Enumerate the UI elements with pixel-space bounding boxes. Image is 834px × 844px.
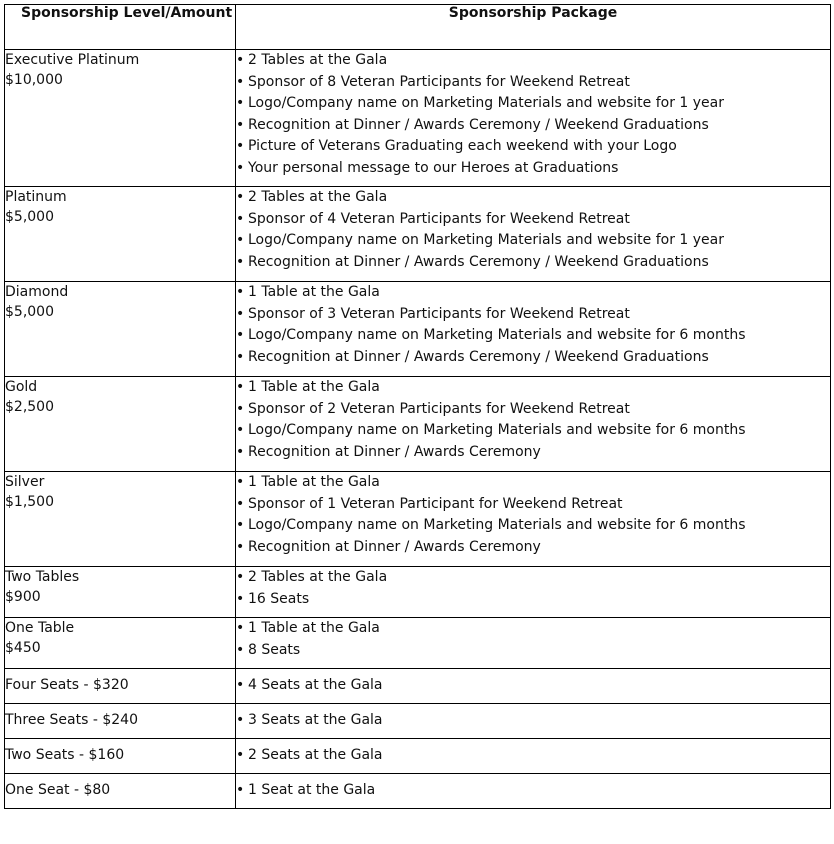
level-name: Two Tables (5, 569, 80, 585)
package-item: • Recognition at Dinner / Awards Ceremony / Weekend Graduations (236, 252, 830, 274)
level-amount: $900 (5, 589, 41, 605)
package-cell (236, 50, 831, 187)
level-amount: $10,000 (5, 72, 63, 88)
level-cell (5, 282, 236, 377)
level-cell (5, 739, 236, 774)
package-cell (236, 377, 831, 472)
package-item: • 1 Table at the Gala (236, 282, 830, 304)
table-row (5, 187, 831, 282)
level-name: Gold (5, 379, 38, 395)
level-cell (5, 567, 236, 618)
table-row (5, 50, 831, 187)
package-column-header: Sponsorship Package (236, 5, 831, 50)
package-item: • Recognition at Dinner / Awards Ceremony / Weekend Graduations (236, 115, 830, 137)
package-item: • Logo/Company name on Marketing Materials and website for 1 year (236, 230, 830, 252)
package-item: • Recognition at Dinner / Awards Ceremony (236, 442, 830, 464)
table-row (5, 774, 831, 809)
table-row (5, 472, 831, 567)
sponsorship-table (4, 4, 831, 809)
package-cell (236, 704, 831, 739)
level-amount: $2,500 (5, 399, 54, 415)
level-cell (5, 774, 236, 809)
package-item: • Logo/Company name on Marketing Materials and website for 1 year (236, 93, 830, 115)
package-item: • Logo/Company name on Marketing Materials and website for 6 months (236, 325, 830, 347)
package-cell (236, 187, 831, 282)
level-name: One Seat - $80 (5, 782, 111, 798)
package-cell (236, 774, 831, 809)
table-row (5, 669, 831, 704)
table-row (5, 377, 831, 472)
table-row (5, 618, 831, 669)
level-cell (5, 187, 236, 282)
level-cell (5, 704, 236, 739)
package-item: • 2 Tables at the Gala (236, 567, 830, 589)
package-item: • Sponsor of 4 Veteran Participants for Weekend Retreat (236, 209, 830, 231)
table-row (5, 739, 831, 774)
package-item: • Logo/Company name on Marketing Materials and website for 6 months (236, 420, 830, 442)
level-name: Four Seats - $320 (5, 677, 129, 693)
package-item: • 1 Table at the Gala (236, 472, 830, 494)
level-cell (5, 472, 236, 567)
package-item: • 2 Seats at the Gala (236, 745, 830, 767)
package-item: • Sponsor of 8 Veteran Participants for Weekend Retreat (236, 72, 830, 94)
package-item: • 4 Seats at the Gala (236, 675, 830, 697)
level-name: Silver (5, 474, 45, 490)
package-item: • 2 Tables at the Gala (236, 50, 830, 72)
table-row (5, 567, 831, 618)
level-name: Diamond (5, 284, 69, 300)
level-amount: $5,000 (5, 209, 54, 225)
package-item: • Logo/Company name on Marketing Materials and website for 6 months (236, 515, 830, 537)
table-row (5, 282, 831, 377)
package-cell (236, 739, 831, 774)
package-cell (236, 282, 831, 377)
package-item: • Recognition at Dinner / Awards Ceremony / Weekend Graduations (236, 347, 830, 369)
level-cell (5, 669, 236, 704)
level-column-header: Sponsorship Level/Amount (5, 5, 236, 50)
package-item: • 1 Seat at the Gala (236, 780, 830, 802)
package-cell (236, 669, 831, 704)
package-item: • 1 Table at the Gala (236, 377, 830, 399)
package-item: • Sponsor of 1 Veteran Participant for Weekend Retreat (236, 494, 830, 516)
package-item: • 8 Seats (236, 640, 830, 662)
level-amount: $1,500 (5, 494, 54, 510)
package-item: • Sponsor of 2 Veteran Participants for Weekend Retreat (236, 399, 830, 421)
package-item: • 1 Table at the Gala (236, 618, 830, 640)
level-name: Platinum (5, 189, 67, 205)
level-name: Three Seats - $240 (5, 712, 138, 728)
level-name: Executive Platinum (5, 52, 140, 68)
level-name: Two Seats - $160 (5, 747, 125, 763)
level-cell (5, 50, 236, 187)
package-item: • 3 Seats at the Gala (236, 710, 830, 732)
level-cell (5, 377, 236, 472)
package-item: • Picture of Veterans Graduating each weekend with your Logo (236, 136, 830, 158)
package-item: • Recognition at Dinner / Awards Ceremony (236, 537, 830, 559)
table-row (5, 704, 831, 739)
package-item: • Sponsor of 3 Veteran Participants for Weekend Retreat (236, 304, 830, 326)
package-item: • 16 Seats (236, 589, 830, 611)
package-cell (236, 472, 831, 567)
header-row (5, 5, 831, 50)
level-amount: $450 (5, 640, 41, 656)
level-name: One Table (5, 620, 75, 636)
package-cell (236, 618, 831, 669)
package-item: • Your personal message to our Heroes at Graduations (236, 158, 830, 180)
package-cell (236, 567, 831, 618)
level-amount: $5,000 (5, 304, 54, 320)
package-item: • 2 Tables at the Gala (236, 187, 830, 209)
level-cell (5, 618, 236, 669)
